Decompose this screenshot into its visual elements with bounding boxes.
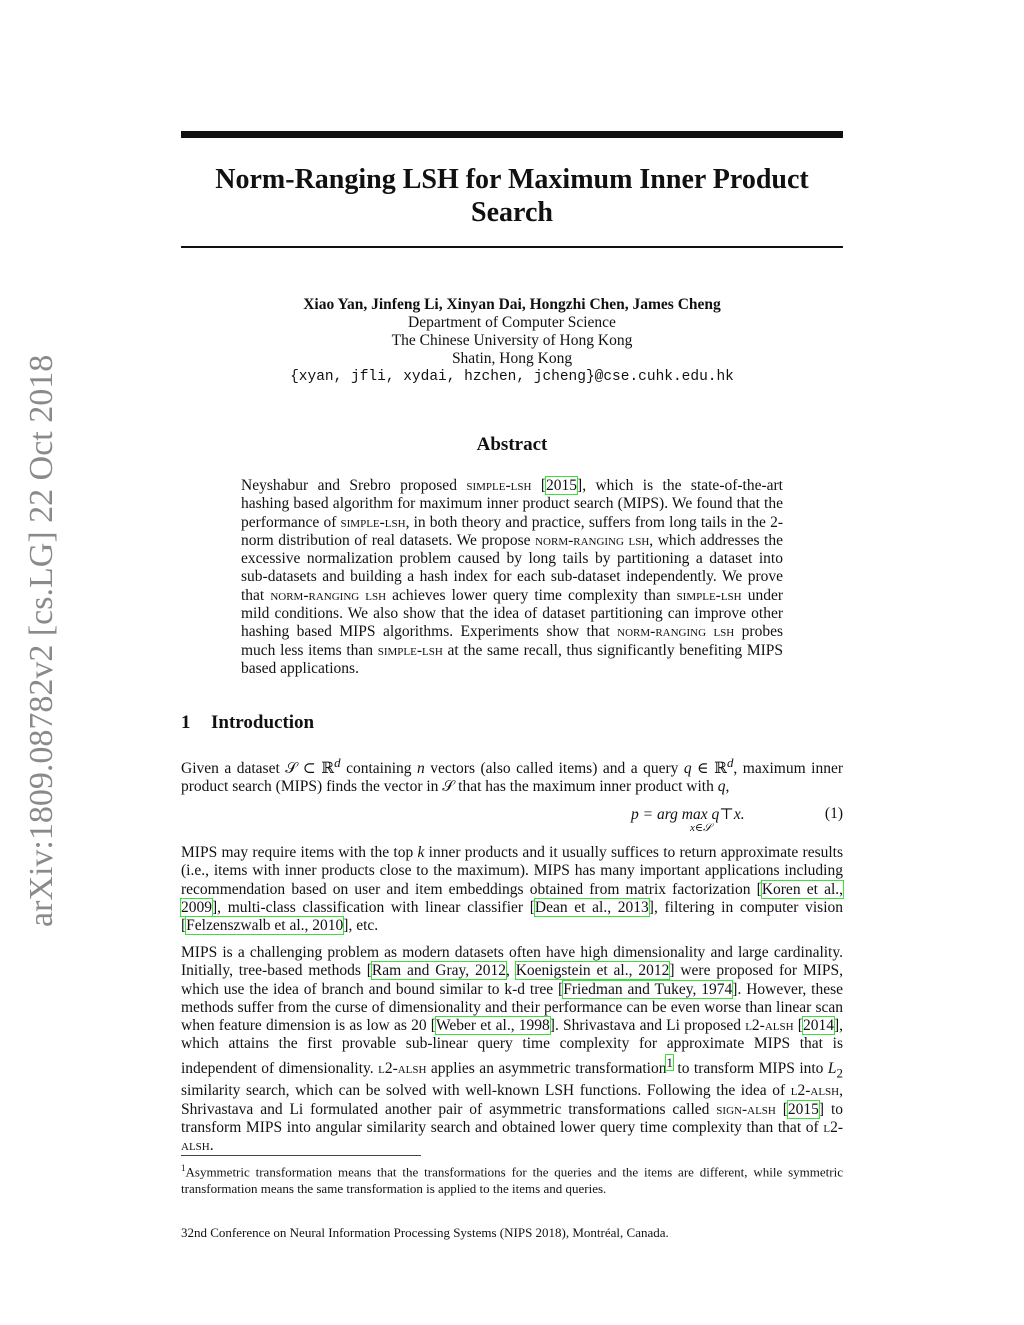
citation-link[interactable]: 2014 [802,1017,834,1035]
location: Shatin, Hong Kong [451,350,573,367]
footnote: $^1$Asymmetric transformation means that the transformations for the queries and the items are different, while symmetric transformation means the same transformation is applied to the items and queries. [181,1163,843,1197]
abstract-heading: Abstract [476,434,548,455]
section-heading-introduction: 1 Introduction [181,712,315,733]
author-names: Xiao Yan, Jinfeng Li, Xinyan Dai, Hongzhi Chen, James Cheng [303,296,721,313]
footnote-rule [181,1155,421,1156]
equation-1 [181,803,843,839]
equation-expression: p = arg max q⊤x. [631,806,745,823]
title-bottom-rule [181,246,843,248]
citation-link[interactable]: 2015 [787,1100,819,1118]
paper-title: Norm-Ranging LSH for Maximum Inner Product Search [215,164,809,228]
email: {xyan, jfli, xydai, hzchen, jcheng}@cse.cuhk.edu.hk [290,369,734,385]
university: The Chinese University of Hong Kong [391,332,633,349]
author-block [181,296,843,386]
citation-link[interactable]: Dean et al., 2013 [534,898,649,916]
citation-link[interactable]: Koenigstein et al., 2012 [515,962,670,980]
citation-link[interactable]: Weber et al., 1998 [435,1017,550,1035]
citation-link[interactable]: Koren et al., 2009 [181,880,844,916]
citation-link[interactable]: Friedman and Tukey, 1974 [563,980,733,998]
equation-subscript: x∈𝒮 [690,822,712,834]
citation-link[interactable]: Ram and Gray, 2012 [371,962,506,980]
intro-paragraph-3: MIPS is a challenging problem as modern datasets often have high dimensionality and large cardinality. Initially, tree-based methods [Ram and Gray, 2012, Koenigstein et al., 2012] were proposed for MIPS, which use the idea of branch and bound similar to k-d tree [Friedman and Tukey, 1974]. However, these methods suffer from the curse of dimensionality and their performance can be even worse than linear scan when feature dimension is as low as 20 [Weber et al., 1998]. Shrivastava and Li proposed l2-alsh [2014], which attains the first provable sub-linear query time complexity for approximate MIPS that is independent of dimensionality. l2-alsh applies an asymmetric transformation$^1$ to transform MIPS into $L_2$ similarity search, which can be solved with well-known LSH functions. Following the idea of l2-alsh, Shrivastava and Li formulated another pair of asymmetric transformations called sign-alsh [2015] to transform MIPS into angular similarity search and obtained lower query time complexity than that of l2-alsh. [181,944,843,1155]
intro-paragraph-2: MIPS may require items with the top k inner products and it usually suffices to return approximate results (i.e., items with inner products close to the maximum). MIPS has many important applications including recommendation based on user and item embeddings obtained from matrix factorization [Koren et al., 2009], multi-class classification with linear classifier [Dean et al., 2013], filtering in computer vision [Felzenszwalb et al., 2010], etc. [181,844,844,935]
conference-footer: 32nd Conference on Neural Information Processing Systems (NIPS 2018), Montréal, Canada. [181,1225,669,1240]
abstract-body: Neyshabur and Srebro proposed simple-lsh [2015], which is the state-of-the-art hashing based algorithm for maximum inner product search (MIPS). We found that the performance of simple-lsh, in both theory and practice, suffers from long tails in the 2-norm distribution of real datasets. We propose norm-ranging lsh, which addresses the excessive normalization problem caused by long tails by partitioning a dataset into sub-datasets and building a hash index for each sub-dataset independently. We prove that norm-ranging lsh achieves lower query time complexity than simple-lsh under mild conditions. We also show that the idea of dataset partitioning can improve other hashing based MIPS algorithms. Experiments show that norm-ranging lsh probes much less items than simple-lsh at the same recall, thus significantly benefiting MIPS based applications. [241,477,784,677]
intro-paragraph-1: Given a dataset 𝒮 ⊂ ℝ$^d$ containing n vectors (also called items) and a query q ∈ ℝ$^d$, maximum inner product search (MIPS) finds the vector in 𝒮 that has the maximum inner product with q, [181,755,843,796]
footnote-marker[interactable]: 1 [666,1054,673,1070]
arxiv-identifier: arXiv:1809.08782v2 [cs.LG] 22 Oct 2018 [23,354,60,927]
equation-number: (1) [824,805,843,822]
department: Department of Computer Science [408,314,616,331]
title-top-rule [181,131,843,138]
citation-link[interactable]: Felzenszwalb et al., 2010 [186,917,344,935]
citation-link[interactable]: 2015 [546,477,578,494]
